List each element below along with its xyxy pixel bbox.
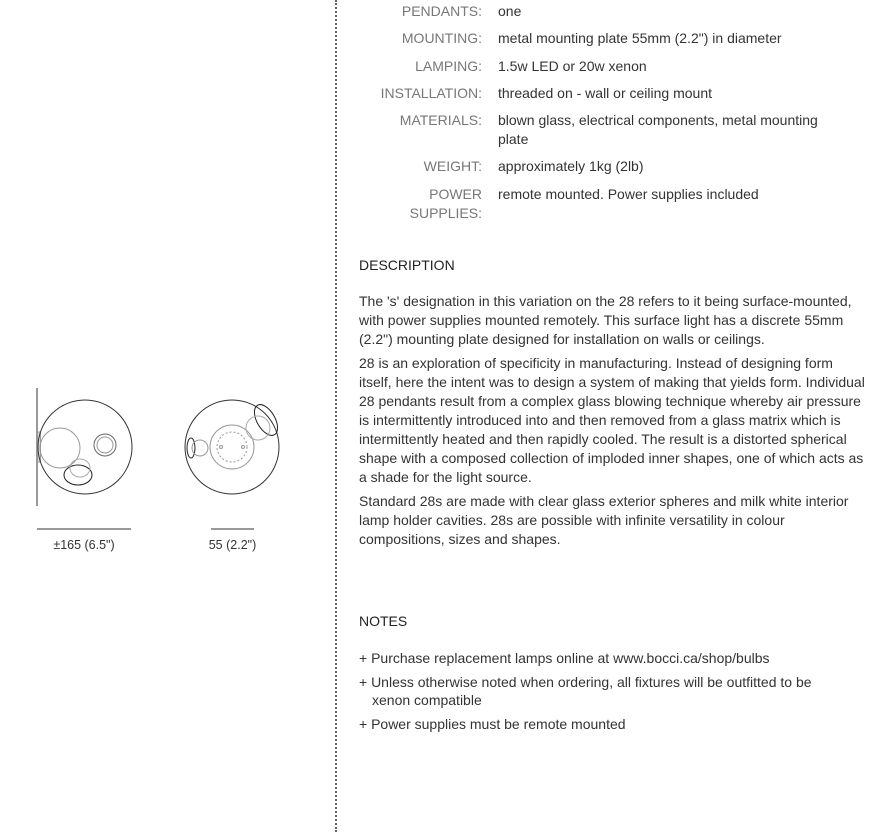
front-dimension-label: 55 (2.2") bbox=[208, 538, 257, 552]
spec-label: PENDANTS: bbox=[401, 3, 482, 19]
spec-value: metal mounting plate 55mm (2.2") in diameter bbox=[498, 30, 782, 47]
spec-value: threaded on - wall or ceiling mount bbox=[498, 84, 713, 101]
note-item: + Purchase replacement lamps online at www.bocci.ca/shop/bulbs bbox=[359, 650, 770, 666]
description-heading: DESCRIPTION bbox=[359, 257, 455, 273]
note-item: + Power supplies must be remote mounted bbox=[359, 715, 626, 732]
front-left-cavity bbox=[187, 438, 195, 458]
spec-row-mounting bbox=[360, 29, 870, 48]
side-dimension-label: ±165 (6.5") bbox=[53, 538, 115, 552]
spec-row-materials bbox=[360, 111, 870, 149]
notes-heading: NOTES bbox=[359, 613, 408, 629]
side-lamp-cavity bbox=[64, 465, 92, 485]
note-item: + Unless otherwise noted when ordering, all fixtures will be outfitted to be xenon compatible bbox=[359, 673, 812, 708]
spec-label: MOUNTING: bbox=[401, 30, 482, 47]
spec-value: approximately 1kg (2lb) bbox=[498, 158, 644, 175]
description-paragraph: The 's' designation in this variation on the 28 refers to it being surface-mounted, with power supplies mounted remotely. This surface light has a discrete 55mm (2.2") mounting plate designed for installation on walls or ceilings. bbox=[359, 293, 852, 347]
spec-row-weight bbox=[360, 157, 870, 176]
spec-label: INSTALLATION: bbox=[380, 84, 482, 101]
spec-value: one bbox=[498, 3, 522, 19]
front-view-sphere bbox=[185, 400, 279, 494]
description-body bbox=[359, 292, 869, 554]
spec-row-installation bbox=[360, 84, 870, 103]
specifications-table bbox=[360, 2, 870, 231]
description-paragraph: 28 is an exploration of specificity in manufacturing. Instead of designing form itself, here the intent was to design a system of making that yields form. Individual 28 pendants result from a complex glass blowing technique whereby air pressure is intermittently introduced into and then removed from a glass matrix which is intermittently heated and then rapidly cooled. The result is a distorted spherical shape with a composed collection of imploded inner shapes, one of which acts as a shade for the light source. bbox=[359, 355, 865, 485]
spec-value: remote mounted. Power supplies included bbox=[498, 185, 759, 202]
spec-label: POWER SUPPLIES: bbox=[409, 185, 482, 221]
spec-row-power-supplies bbox=[360, 185, 870, 223]
spec-label: MATERIALS: bbox=[399, 112, 482, 129]
front-mount-plate bbox=[217, 432, 247, 462]
side-view-sphere bbox=[38, 400, 132, 494]
spec-value: blown glass, electrical components, metal mounting plate bbox=[498, 112, 818, 148]
spec-row-pendants bbox=[360, 2, 870, 21]
technical-drawings bbox=[0, 380, 320, 580]
dotted-divider bbox=[335, 0, 337, 832]
side-inner-shape bbox=[40, 428, 80, 468]
spec-row-lamping bbox=[360, 57, 870, 76]
spec-label: LAMPING: bbox=[415, 57, 482, 74]
notes-list bbox=[359, 649, 839, 738]
description-paragraph: Standard 28s are made with clear glass exterior spheres and milk white interior lamp holder cavities. 28s are possible with infinite versatility in colour compositions, sizes and shapes. bbox=[359, 493, 849, 547]
spec-value: 1.5w LED or 20w xenon bbox=[498, 57, 647, 74]
spec-label: WEIGHT: bbox=[423, 158, 482, 175]
